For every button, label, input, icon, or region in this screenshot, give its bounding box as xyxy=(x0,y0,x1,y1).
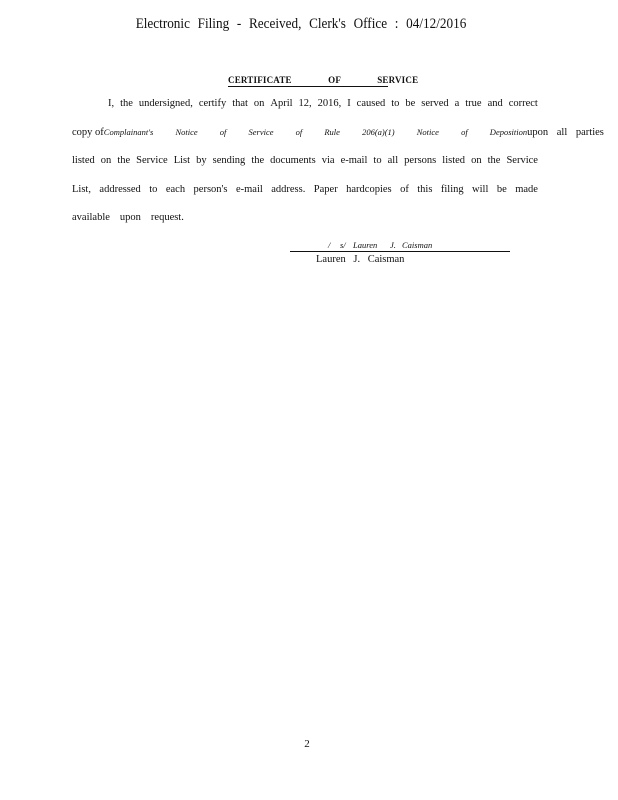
word: sending xyxy=(212,155,246,166)
word: Service xyxy=(136,155,168,166)
word: the xyxy=(120,98,133,109)
word: via xyxy=(321,155,335,166)
word: List, xyxy=(72,183,91,195)
word: listed xyxy=(72,155,95,166)
word: be xyxy=(496,183,507,195)
body-line-2-tail: upon all parties xyxy=(527,126,604,138)
word: by xyxy=(196,155,207,166)
word: addressed xyxy=(99,183,141,195)
word: Service xyxy=(506,155,538,166)
filing-received-stamp: Electronic Filing - Received, Clerk's Office : 04/12/2016 xyxy=(135,16,467,32)
word: correct xyxy=(508,98,538,109)
page-number: 2 xyxy=(304,738,310,750)
word: listed xyxy=(442,155,466,166)
word: the xyxy=(487,155,501,166)
word: to xyxy=(373,155,382,166)
word: served xyxy=(421,98,449,109)
word: a xyxy=(454,98,460,109)
word: I xyxy=(347,98,351,109)
signer-printed-name: Lauren J. Caisman xyxy=(316,254,405,265)
word: certify xyxy=(198,98,227,109)
word: hardcopies xyxy=(346,183,392,195)
word: and xyxy=(487,98,503,109)
word: true xyxy=(465,98,482,109)
word: each xyxy=(165,183,186,195)
body-line-5 xyxy=(72,212,538,241)
body-line-1 xyxy=(72,98,538,127)
word: documents xyxy=(270,155,316,166)
word: of xyxy=(400,183,409,195)
word: I, xyxy=(108,98,115,109)
body-line-2 xyxy=(72,126,604,156)
certificate-title: CERTIFICATE OF SERVICE xyxy=(228,75,419,85)
word: made xyxy=(515,183,538,195)
body-line-2-lead: copy of xyxy=(72,126,104,138)
sig-s: s/ xyxy=(340,240,346,250)
word: 2016, xyxy=(317,98,342,109)
word: the xyxy=(251,155,265,166)
word: on xyxy=(100,155,112,166)
word: on xyxy=(253,98,265,109)
certificate-body xyxy=(72,98,604,241)
sig-slash: / xyxy=(328,240,331,250)
word: be xyxy=(405,98,416,109)
signature-line xyxy=(290,240,510,252)
word: 12, xyxy=(298,98,312,109)
body-line-3 xyxy=(72,155,538,184)
word: filing xyxy=(440,183,464,195)
word: person's xyxy=(193,183,228,195)
word: to xyxy=(149,183,158,195)
word: will xyxy=(472,183,489,195)
word: this xyxy=(417,183,433,195)
body-line-4 xyxy=(72,184,538,213)
word: e-mail xyxy=(340,155,368,166)
word: caused xyxy=(356,98,386,109)
word: List xyxy=(173,155,191,166)
sig-last-name: Caisman xyxy=(402,240,433,250)
word: available xyxy=(72,212,110,223)
word: persons xyxy=(404,155,437,166)
served-document-title: Complainant's Notice of Service of Rule 206(a)(1) Notice of Deposition xyxy=(103,126,528,137)
word: to xyxy=(391,98,400,109)
word: upon xyxy=(119,212,141,223)
word: that xyxy=(232,98,248,109)
word: e-mail xyxy=(235,183,263,195)
word: Paper xyxy=(313,183,338,195)
word: undersigned, xyxy=(138,98,193,109)
word: request. xyxy=(150,212,184,223)
word: all xyxy=(387,155,399,166)
sig-initial: J. xyxy=(390,240,396,250)
word: address. xyxy=(271,183,306,195)
sig-first-name: Lauren xyxy=(353,240,378,250)
word: April xyxy=(270,98,293,109)
word: on xyxy=(471,155,482,166)
word: the xyxy=(117,155,131,166)
